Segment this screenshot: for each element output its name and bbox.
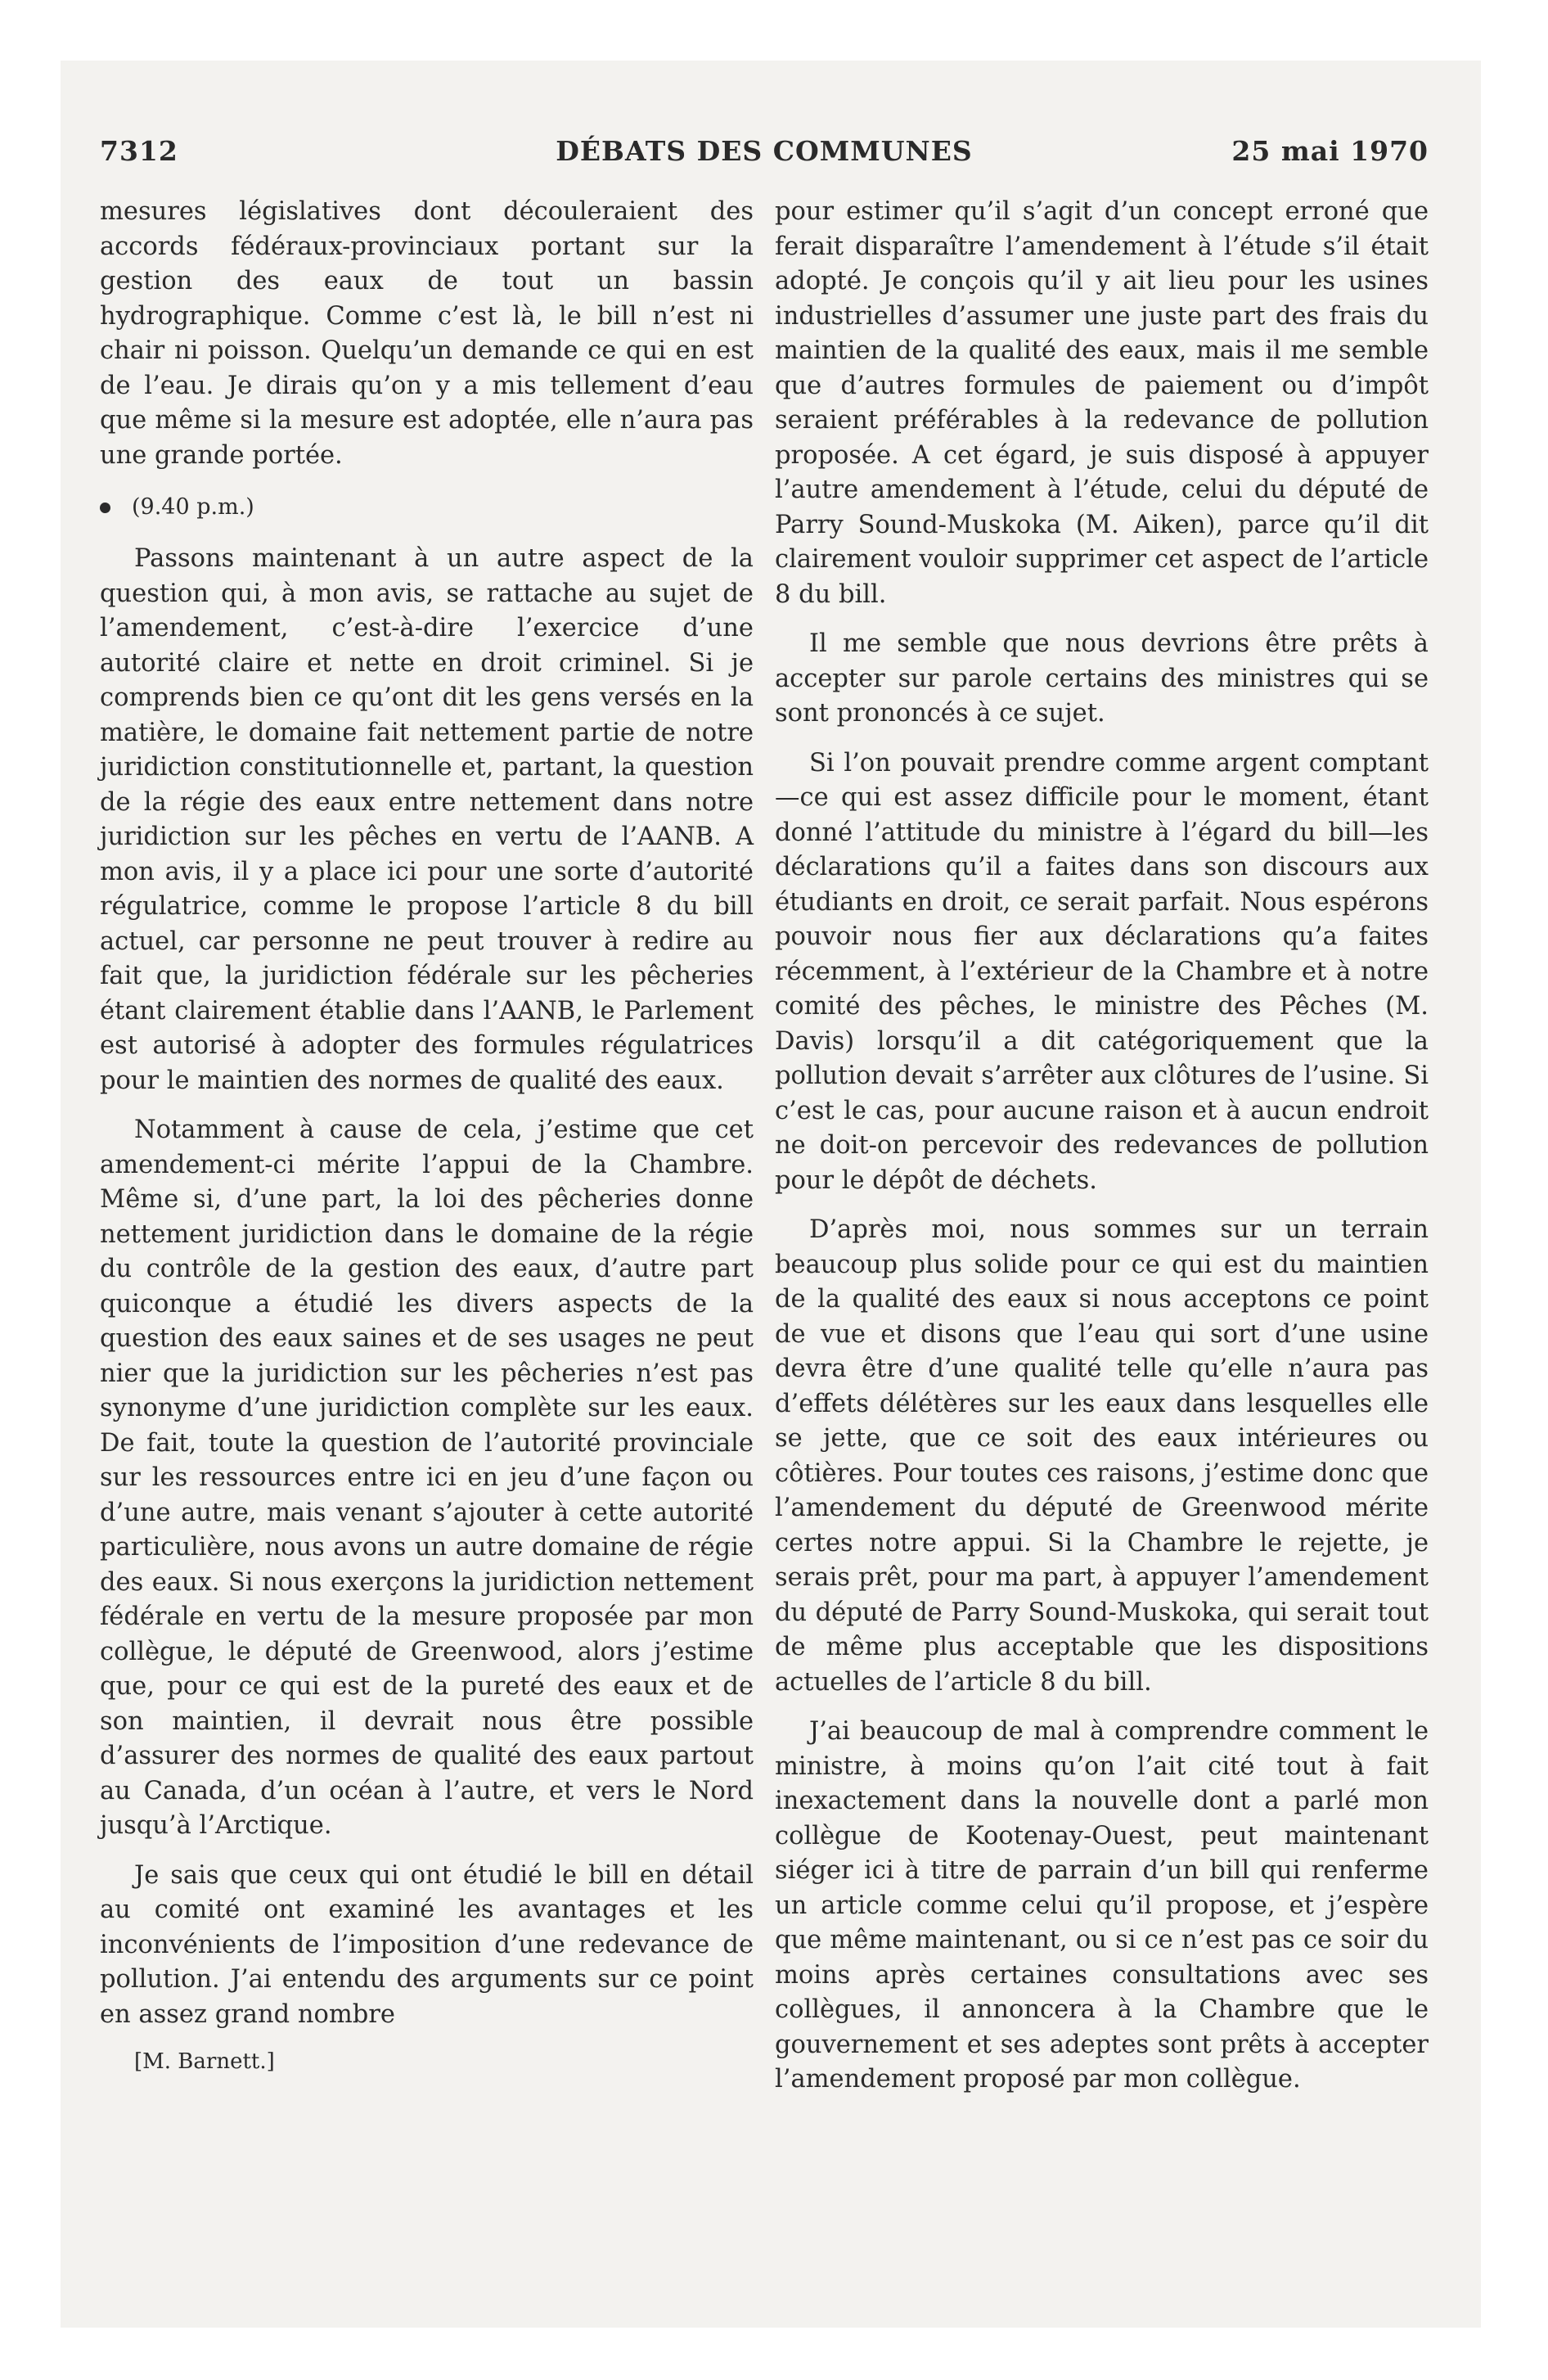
page-date: 25 mai 1970 <box>1231 135 1429 167</box>
paragraph: J’ai beaucoup de mal à comprendre comment le ministre, à moins qu’on l’ait cité tout à fait inexactement dans la nouvelle dont a parlé mon collègue de Kootenay-Ouest, peut maintenant siéger ici à titre de parrain d’un bill qui renferme un article comme celui qu’il propose, et j’espère que même maintenant, ou si ce n’est pas ce soir du moins après certaines consultations avec ses collègues, il annoncera à la Chambre que le gouvernement et ses adeptes sont prêts à accepter l’amendement proposé par mon collègue. <box>775 1717 1429 2094</box>
paragraph: Il me semble que nous devrions être prêts à accepter sur parole certains des ministres qui se sont prononcés à ce sujet. <box>775 629 1429 728</box>
paragraph: Notamment à cause de cela, j’estime que cet amendement-ci mérite l’appui de la Chambre. Même si, d’une part, la loi des pêcheries donne nettement juridiction dans le domaine de la régie du contrôle de la gestion des eaux, d’autre part quiconque a étudié les divers aspects de la question des eaux saines et de ses usages ne peut nier que la juridiction sur les pêcheries n’est pas synonyme d’une juridiction complète sur les eaux. De fait, toute la question de l’autorité provinciale sur les ressources entre ici en jeu d’une façon ou d’une autre, mais venant s’ajouter à cette autorité particulière, nous avons un autre domaine de régie des eaux. Si nous exerçons la juridiction nettement fédérale en vertu de la mesure proposée par mon collègue, le député de Greenwood, alors j’estime que, pour ce qui est de la pureté des eaux et de son maintien, il devrait nous être possible d’assurer des normes de qualité des eaux partout au Canada, d’un océan à l’autre, et vers le Nord jusqu’à l’Arctique. <box>100 1116 754 1840</box>
paragraph: mesures législatives dont découleraient des accords fédéraux-provinciaux portant sur la gestion des eaux de tout un bassin hydrographique. Comme c’est là, le bill n’est ni chair ni poisson. Quelqu’un demande ce qui en est de l’eau. Je dirais qu’on y a mis tellement d’eau que même si la mesure est adoptée, elle n’aura pas une grande portée. <box>100 197 754 470</box>
paragraph: Passons maintenant à un autre aspect de la question qui, à mon avis, se rattache au sujet de l’amendement, c’est-à-dire l’exercice d’une autorité claire et nette en droit criminel. Si je comprends bien ce qu’ont dit les gens versés en la matière, le domaine fait nettement partie de notre juridiction constitutionnelle et, partant, la question de la régie des eaux entre nettement dans notre juridiction sur les pêches en vertu de l’AANB. A mon avis, il y a place ici pour une sorte d’autorité régulatrice, comme le propose l’article 8 du bill actuel, car personne ne peut trouver à redire au fait que, la juridiction fédérale sur les pêcheries étant clairement établie dans l’AANB, le Parlement est autorisé à adopter des formules régulatrices pour le maintien des normes de qualité des eaux. <box>100 544 754 1095</box>
page-header <box>100 135 1429 176</box>
page-number: 7312 <box>100 135 178 167</box>
paragraph: Je sais que ceux qui ont étudié le bill en détail au comité ont examiné les avantages et les inconvénients de l’imposition d’une redevance de pollution. J’ai entendu des arguments sur ce point en assez grand nombre <box>100 1860 754 2029</box>
speaker-attribution: [M. Barnett.] <box>134 2049 275 2074</box>
paragraph: D’après moi, nous sommes sur un terrain beaucoup plus solide pour ce qui est du maintien de la qualité des eaux si nous acceptons ce point de vue et disons que l’eau qui sort d’une usine devra être d’une qualité telle qu’elle n’aura pas d’effets délétères sur les eaux dans lesquelles elle se jette, que ce soit des eaux intérieures ou côtières. Pour toutes ces raisons, j’estime donc que l’amendement du député de Greenwood mérite certes notre appui. Si la Chambre le rejette, je serais prêt, pour ma part, à appuyer l’amendement du député de Parry Sound-Muskoka, qui serait tout de même plus acceptable que les dispositions actuelles de l’article 8 du bill. <box>775 1215 1429 1697</box>
paragraph: Si l’on pouvait prendre comme argent comptant—ce qui est assez difficile pour le moment, étant donné l’attitude du ministre à l’égard du bill—les déclarations qu’il a faites dans son discours aux étudiants en droit, ce serait parfait. Nous espérons pouvoir nous fier aux déclarations qu’a faites récemment, à l’extérieur de la Chambre et à notre comité des pêches, le ministre des Pêches (M. Davis) lorsqu’il a dit catégoriquement que la pollution devait s’arrêter aux clôtures de l’usine. Si c’est le cas, pour aucune raison et à aucun endroit ne doit-on percevoir des redevances de pollution pour le dépôt de déchets. <box>775 748 1429 1195</box>
left-column <box>100 195 754 2076</box>
timestamp <box>100 491 754 524</box>
right-column <box>775 195 1429 2112</box>
paragraph: pour estimer qu’il s’agit d’un concept erroné que ferait disparaître l’amendement à l’étude s’il était adopté. Je conçois qu’il y ait lieu pour les usines industrielles d’assumer une juste part des frais du maintien de la qualité des eaux, mais il me semble que d’autres formules de paiement ou d’impôt seraient préférables à la redevance de pollution proposée. A cet égard, je suis disposé à appuyer l’autre amendement à l’étude, celui du député de Parry Sound-Muskoka (M. Aiken), parce qu’il dit clairement vouloir supprimer cet aspect de l’article 8 du bill. <box>775 197 1429 609</box>
page-title: DÉBATS DES COMMUNES <box>556 135 973 167</box>
timestamp-text: (9.40 p.m.) <box>132 494 254 520</box>
bullet-icon <box>100 503 110 513</box>
